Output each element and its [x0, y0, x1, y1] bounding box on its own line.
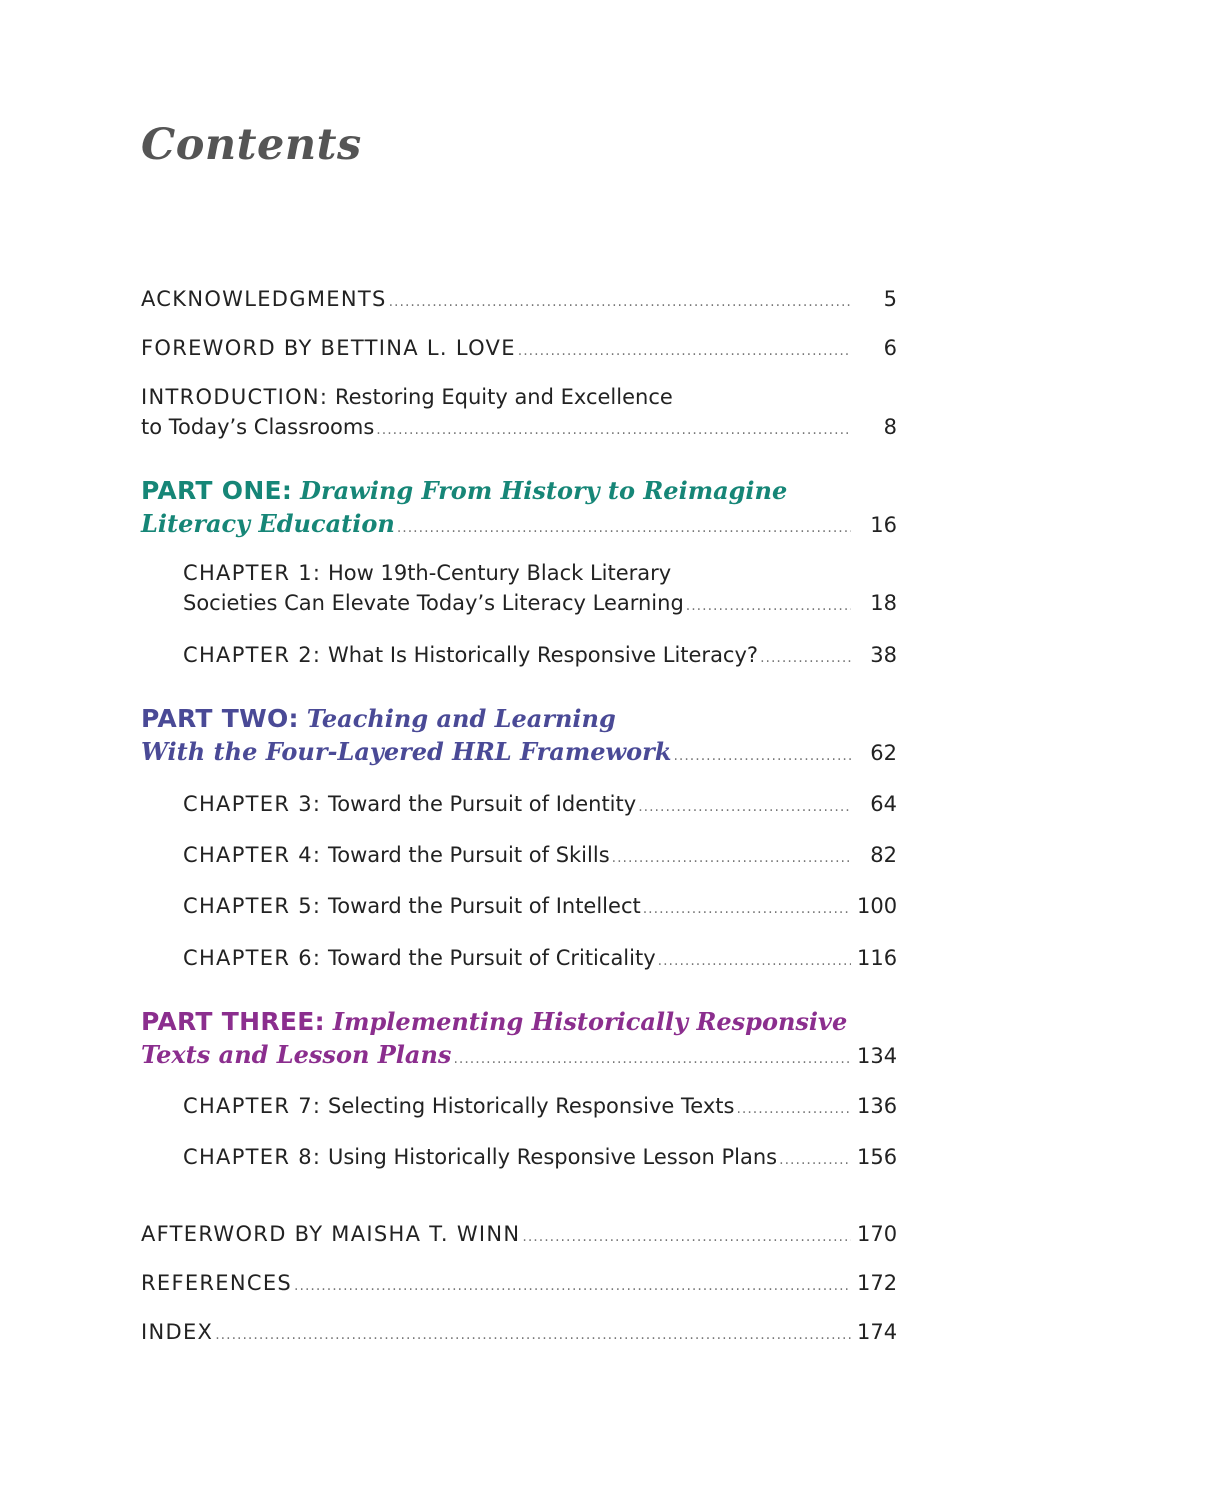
toc-entry-introduction[interactable]	[141, 382, 897, 445]
page-number: 38	[870, 643, 897, 667]
dot-leader	[522, 1222, 851, 1252]
toc-entry-index[interactable]	[141, 1317, 897, 1350]
entry-title-cont: to Today’s Classrooms	[141, 415, 375, 439]
dot-leader	[397, 512, 851, 542]
dot-leader	[215, 1320, 851, 1350]
dot-leader	[453, 1043, 851, 1073]
page-number: 116	[857, 946, 898, 970]
dot-leader	[638, 792, 851, 822]
toc-chapter-8[interactable]	[183, 1142, 897, 1175]
part-label: PART THREE:	[141, 1007, 325, 1036]
page-number: 18	[870, 591, 897, 615]
entry-title: Restoring Equity and Excellence	[334, 385, 673, 409]
chapter-label: CHAPTER 1:	[183, 561, 322, 585]
chapter-label: CHAPTER 8:	[183, 1145, 322, 1169]
toc-chapter-4[interactable]	[183, 840, 897, 873]
toc-chapter-7[interactable]	[183, 1091, 897, 1124]
dot-leader	[779, 1145, 851, 1175]
dot-leader	[518, 336, 851, 366]
page-number: 134	[857, 1044, 898, 1068]
chapter-label: CHAPTER 6:	[183, 946, 322, 970]
part-title: Drawing From History to Reimagine	[300, 476, 788, 505]
chapter-label: CHAPTER 7:	[183, 1094, 322, 1118]
chapter-title: Toward the Pursuit of Identity	[327, 792, 637, 816]
page-title: Contents	[141, 120, 362, 170]
page-number: 172	[857, 1271, 898, 1295]
page-number: 62	[870, 741, 897, 765]
entry-label: AFTERWORD BY MAISHA T. WINN	[141, 1222, 521, 1246]
page-number: 170	[857, 1222, 898, 1246]
page-number: 16	[870, 513, 897, 537]
entry-label: ACKNOWLEDGMENTS	[141, 287, 387, 311]
part-label: PART TWO:	[141, 704, 299, 733]
toc-chapter-1[interactable]	[183, 558, 897, 621]
dot-leader	[376, 415, 851, 445]
toc-chapter-5[interactable]	[183, 891, 897, 924]
page-number: 5	[883, 287, 897, 311]
entry-label: INDEX	[141, 1320, 214, 1344]
toc-chapter-6[interactable]	[183, 943, 897, 976]
toc-entry-acknowledgments[interactable]	[141, 284, 897, 317]
toc-part-one[interactable]	[141, 474, 897, 542]
dot-leader	[612, 843, 851, 873]
chapter-label: CHAPTER 3:	[183, 792, 322, 816]
entry-label: INTRODUCTION:	[141, 385, 329, 409]
entry-label: FOREWORD BY BETTINA L. LOVE	[141, 336, 516, 360]
chapter-title: How 19th-Century Black Literary	[327, 561, 672, 585]
part-title: Implementing Historically Responsive	[332, 1007, 848, 1036]
toc-chapter-2[interactable]	[183, 640, 897, 673]
toc-entry-references[interactable]	[141, 1268, 897, 1301]
dot-leader	[760, 643, 851, 673]
chapter-title: Toward the Pursuit of Criticality	[327, 946, 656, 970]
part-title-cont: Literacy Education	[141, 509, 395, 538]
page-number: 8	[883, 415, 897, 439]
dot-leader	[686, 591, 851, 621]
toc-chapter-3[interactable]	[183, 789, 897, 822]
page-number: 6	[883, 336, 897, 360]
chapter-label: CHAPTER 5:	[183, 894, 322, 918]
page-number: 64	[870, 792, 897, 816]
dot-leader	[389, 287, 851, 317]
dot-leader	[736, 1094, 851, 1124]
dot-leader	[673, 740, 851, 770]
chapter-title: Selecting Historically Responsive Texts	[327, 1094, 735, 1118]
page-number: 100	[857, 894, 898, 918]
part-title: Teaching and Learning	[306, 704, 616, 733]
chapter-label: CHAPTER 4:	[183, 843, 322, 867]
page-number: 82	[870, 843, 897, 867]
chapter-label: CHAPTER 2:	[183, 643, 322, 667]
toc-entry-foreword[interactable]	[141, 333, 897, 366]
chapter-title: Toward the Pursuit of Skills	[327, 843, 610, 867]
chapter-title: What Is Historically Responsive Literacy?	[327, 643, 759, 667]
toc-entry-afterword[interactable]	[141, 1219, 897, 1252]
toc-part-two[interactable]	[141, 702, 897, 770]
part-title-cont: With the Four-Layered HRL Framework	[141, 737, 672, 766]
dot-leader	[294, 1271, 851, 1301]
chapter-title-cont: Societies Can Elevate Today’s Literacy Learning	[183, 591, 684, 615]
dot-leader	[658, 946, 851, 976]
entry-label: REFERENCES	[141, 1271, 293, 1295]
part-label: PART ONE:	[141, 476, 293, 505]
dot-leader	[643, 894, 851, 924]
chapter-title: Toward the Pursuit of Intellect	[327, 894, 641, 918]
part-title-cont: Texts and Lesson Plans	[141, 1040, 452, 1069]
page-number: 174	[857, 1320, 898, 1344]
toc-part-three[interactable]	[141, 1005, 897, 1073]
page-number: 156	[857, 1145, 898, 1169]
chapter-title: Using Historically Responsive Lesson Plans	[327, 1145, 778, 1169]
page-number: 136	[857, 1094, 898, 1118]
